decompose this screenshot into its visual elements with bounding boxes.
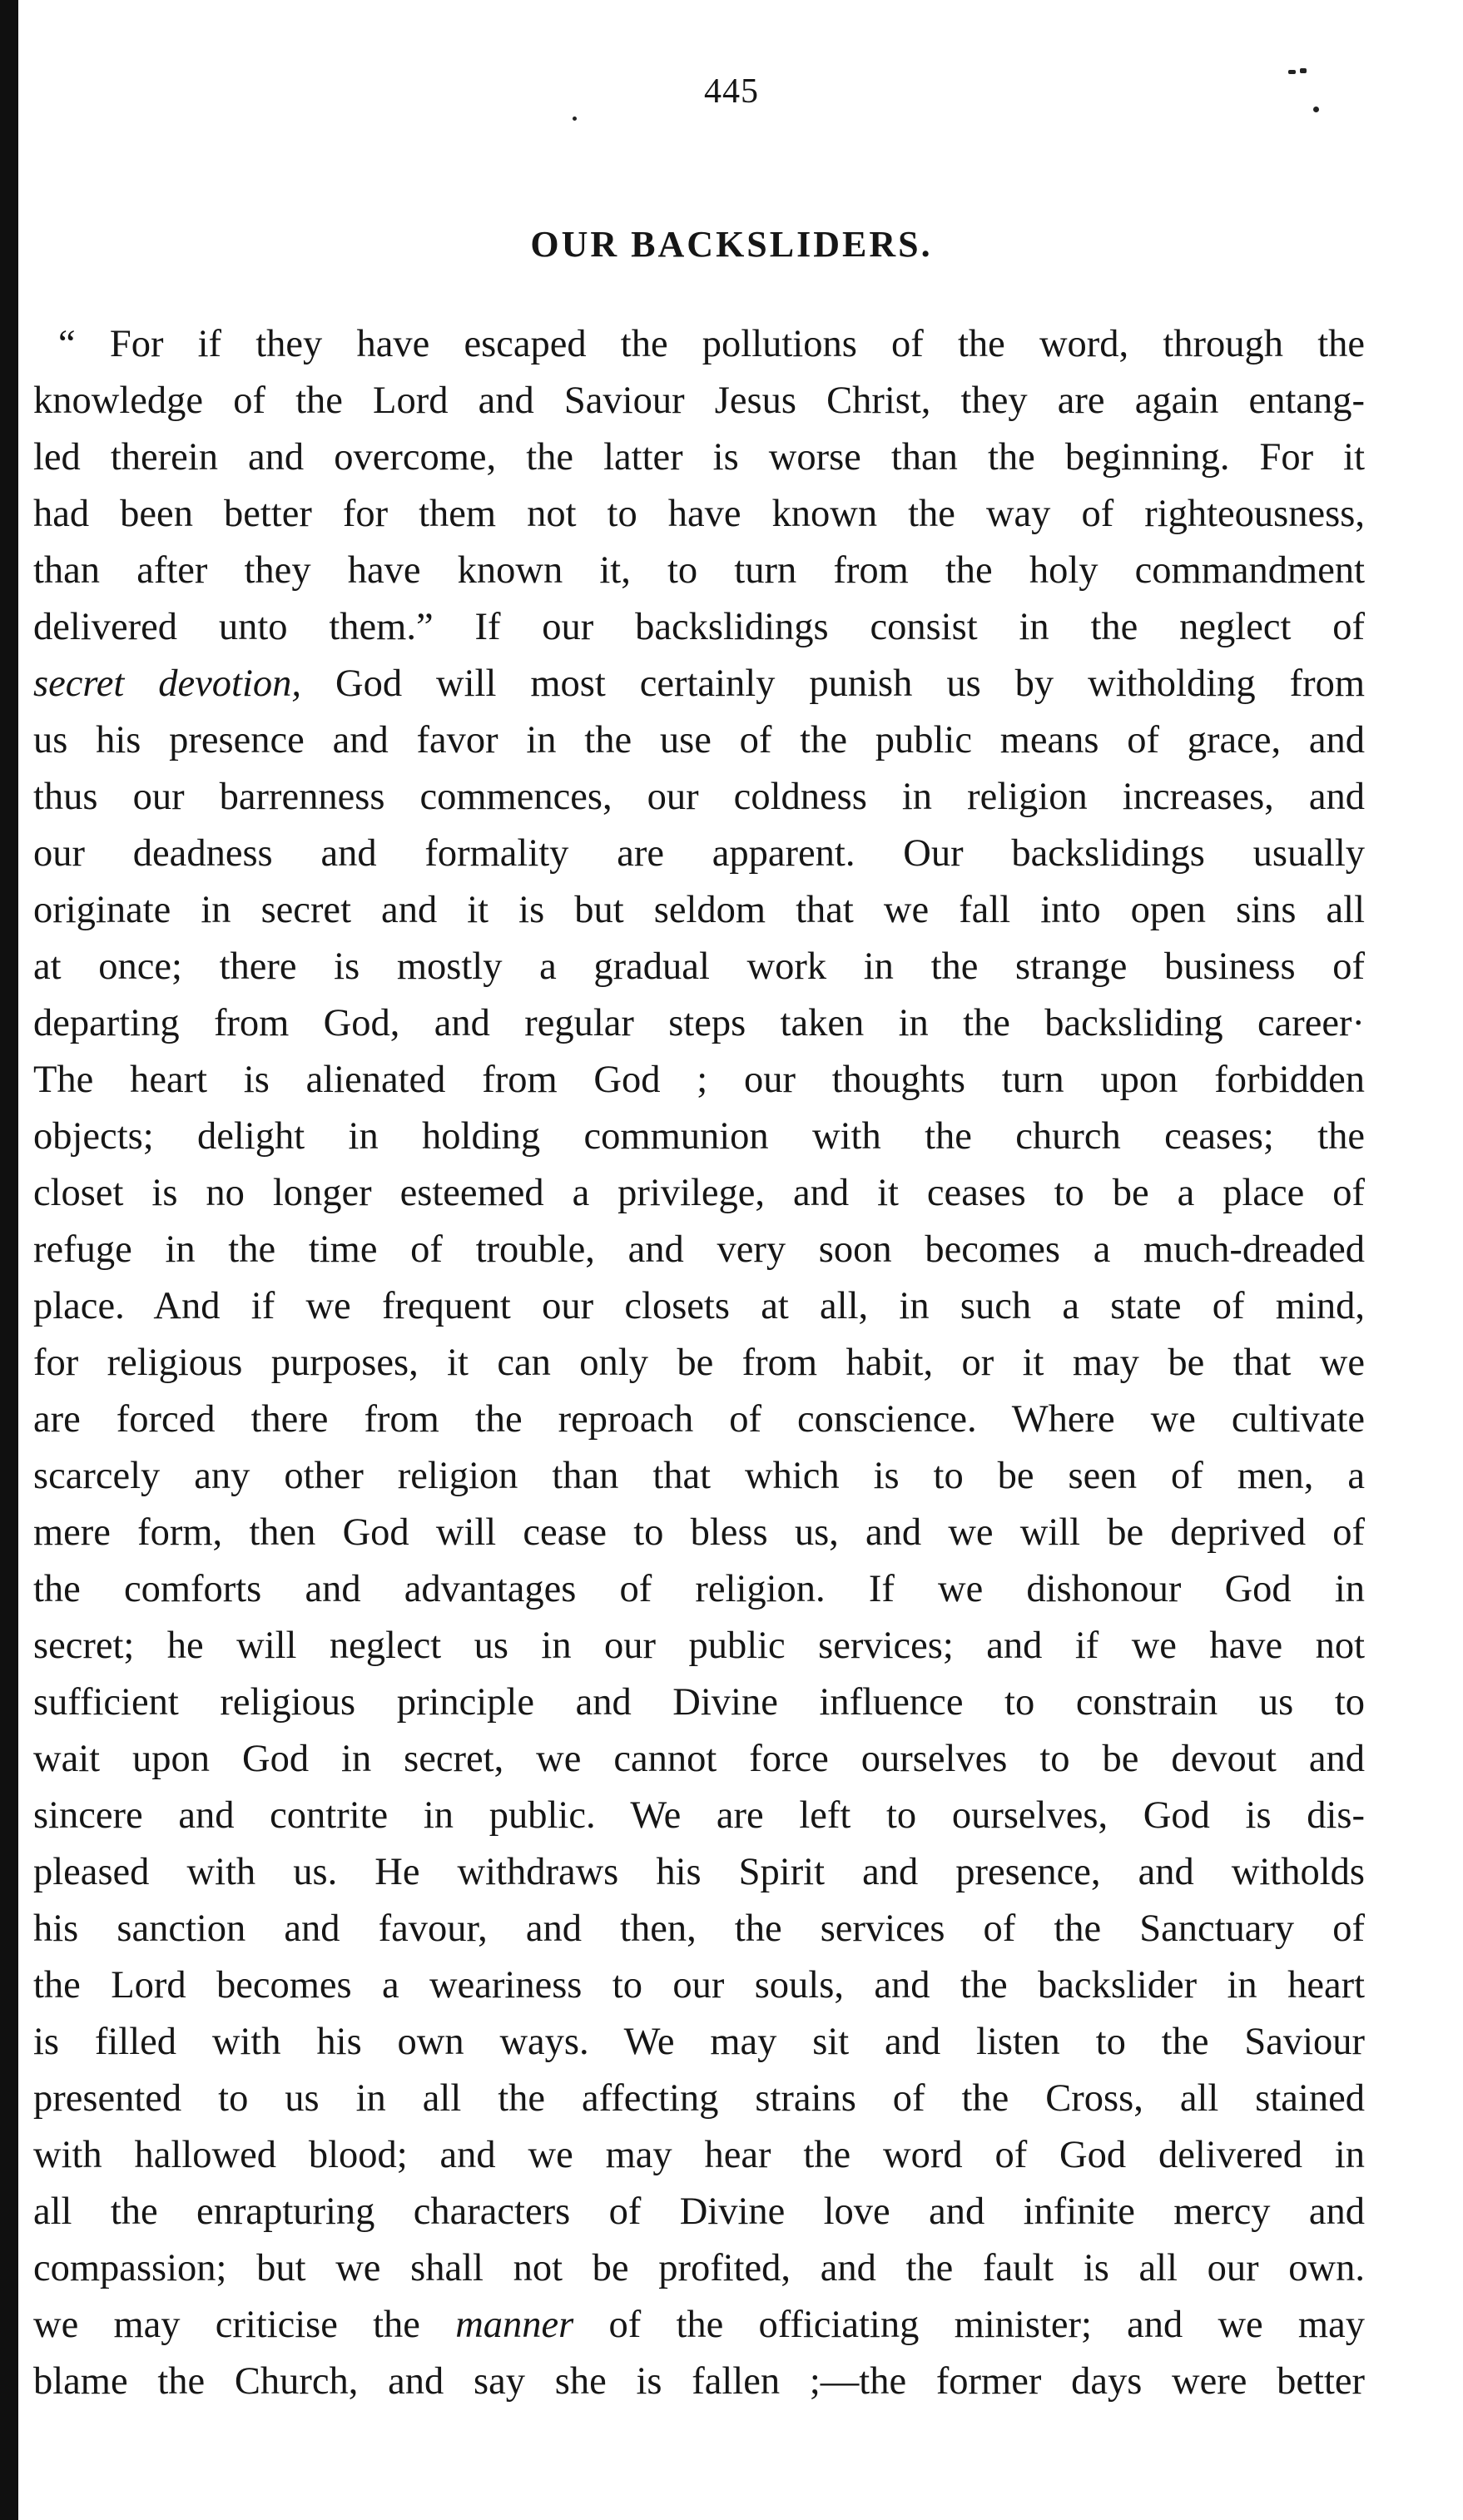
text-line: sincere and contrite in public. We are left to ourselves, God is dis-: [33, 1794, 1365, 1837]
text-line: delivered unto them.” If our backslidings consist in the neglect of: [33, 606, 1365, 648]
italic-phrase: secret devotion,: [33, 662, 302, 705]
text-line: wait upon God in secret, we cannot force ourselves to be devout and: [33, 1738, 1365, 1780]
text-line: for religious purposes, it can only be from habit, or it may be that we: [33, 1342, 1365, 1384]
text-line: is filled with his own ways. We may sit and listen to the Saviour: [33, 2021, 1365, 2063]
text-line: place. And if we frequent our closets at all, in such a state of mind,: [33, 1285, 1365, 1327]
text-line: The heart is alienated from God ; our thoughts turn upon forbidden: [33, 1059, 1365, 1101]
text-line: the Lord becomes a weariness to our souls, and the backslider in heart: [33, 1964, 1365, 2007]
text-line: had been better for them not to have known the way of righteousness,: [33, 493, 1365, 535]
page-number: 445: [704, 72, 759, 111]
text-line: refuge in the time of trouble, and very soon becomes a much-dreaded: [33, 1228, 1365, 1271]
text-line: us his presence and favor in the use of the public means of grace, and: [33, 719, 1365, 761]
text-line: pleased with us. He withdraws his Spirit and presence, and witholds: [33, 1851, 1365, 1893]
text-line: knowledge of the Lord and Saviour Jesus Christ, they are again entang-: [33, 379, 1365, 422]
text-line: with hallowed blood; and we may hear the word of God delivered in: [33, 2134, 1365, 2176]
text-line: secret; he will neglect us in our public services; and if we have not: [33, 1625, 1365, 1667]
binding-edge: [0, 0, 18, 2520]
text-line: led therein and overcome, the latter is worse than the beginning. For it: [33, 436, 1365, 479]
text-fragment: God will most certainly punish us by witholding from: [301, 662, 1365, 705]
text-line: thus our barrenness commences, our coldness in religion increases, and: [33, 776, 1365, 818]
text-line: blame the Church, and say she is fallen ;—the former days were better: [33, 2360, 1365, 2403]
text-line: at once; there is mostly a gradual work in the strange business of: [33, 945, 1365, 988]
ink-speck: [573, 117, 577, 121]
chapter-title: OUR BACKSLIDERS.: [530, 224, 933, 265]
text-line: than after they have known it, to turn from the holy commandment: [33, 549, 1365, 592]
text-line: [33, 2297, 1365, 2354]
text-line: “ For if they have escaped the pollutions of the word, through the: [58, 323, 1365, 365]
text-line: are forced there from the reproach of conscience. Where we cultivate: [33, 1398, 1365, 1441]
text-line: scarcely any other religion than that which is to be seen of men, a: [33, 1455, 1365, 1497]
text-line: objects; delight in holding communion with the church ceases; the: [33, 1115, 1365, 1158]
text-line: departing from God, and regular steps taken in the backsliding career·: [33, 1002, 1365, 1044]
text-line: compassion; but we shall not be profited, and the fault is all our own.: [33, 2247, 1365, 2289]
text-fragment: of the officiating minister; and we may: [573, 2304, 1365, 2346]
text-line: closet is no longer esteemed a privilege, and it ceases to be a place of: [33, 1172, 1365, 1214]
text-fragment: we may criticise the: [33, 2304, 456, 2346]
text-line: the comforts and advantages of religion. If we dishonour God in: [33, 1568, 1365, 1610]
text-line: originate in secret and it is but seldom that we fall into open sins all: [33, 889, 1365, 931]
text-line: mere form, then God will cease to bless us, and we will be deprived of: [33, 1511, 1365, 1554]
text-line: his sanction and favour, and then, the services of the Sanctuary of: [33, 1907, 1365, 1950]
text-line: all the enrapturing characters of Divine love and infinite mercy and: [33, 2190, 1365, 2233]
text-line: sufficient religious principle and Divine influence to constrain us to: [33, 1681, 1365, 1724]
text-line: [33, 656, 1365, 712]
body-text: [33, 316, 1365, 2410]
italic-word: manner: [455, 2304, 574, 2346]
text-line: our deadness and formality are apparent. Our backslidings usually: [33, 832, 1365, 875]
text-line: presented to us in all the affecting strains of the Cross, all stained: [33, 2077, 1365, 2120]
